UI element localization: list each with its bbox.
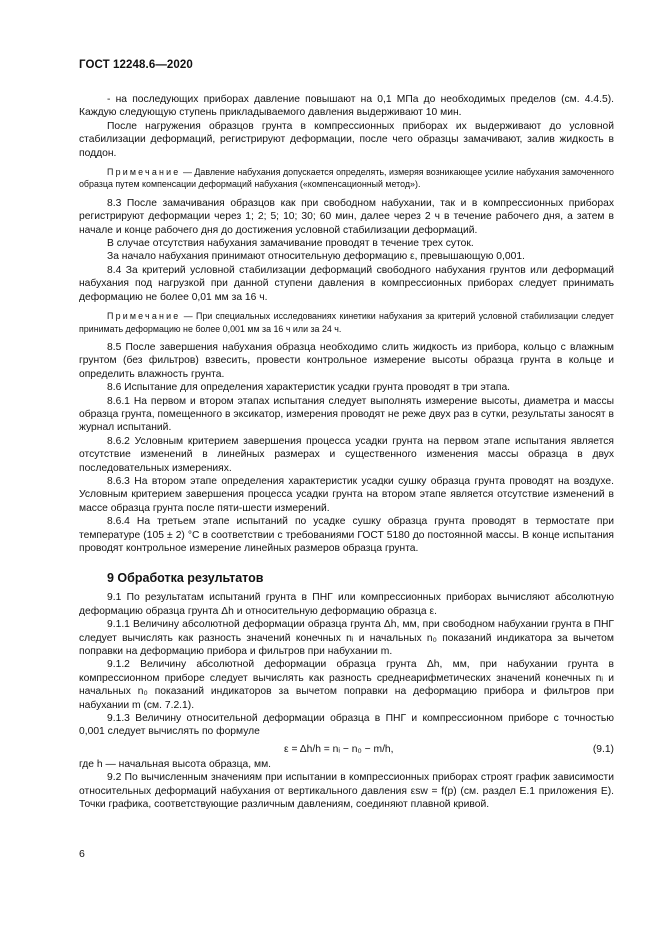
note: [79, 310, 614, 335]
note-label: Примечание: [107, 311, 181, 322]
paragraph: После нагружения образцов грунта в компрессионных приборах их выдерживают до условной стабилизации деформаций, регистрируют деформации, после чего образцы замачивают, залив жидкость в поддон.: [79, 120, 614, 159]
section-heading: 9 Обработка результатов: [107, 571, 264, 586]
note-text: — Давление набухания допускается определять, измеряя возникающее усилие набухания замоченного образца путем компенсации деформаций набухания («компенсационный метод»).: [79, 167, 614, 190]
paragraph: В случае отсутствия набухания замачивание проводят в течение трех суток.: [107, 238, 474, 250]
paragraph: 8.6.3 На втором этапе определения характеристик усадки сушку образца грунта проводят на воздухе. Условным критерием завершения процесса усадки грунта на втором этапе является отсутствие изменений в массе образца грунта после пяти-шести измерений.: [79, 475, 614, 514]
note-text: — При специальных исследованиях кинетики набухания за критерий условной стабилизации следует принимать деформацию не более 0,001 мм за 16 ч или за 24 ч.: [79, 311, 614, 334]
formula-number: (9.1): [592, 743, 614, 755]
paragraph: За начало набухания принимают относительную деформацию ε, превышающую 0,001.: [107, 251, 525, 263]
paragraph: 8.6.2 Условным критерием завершения процесса усадки грунта на первом этапе испытания является отсутствие изменений в линейных размерах и существенного изменения массы образца в двух последовательных измерениях.: [79, 435, 614, 474]
paragraph: 9.1.3 Величину относительной деформации образца в ПНГ и компрессионном приборе с точностью 0,001 следует вычислять по формуле: [79, 713, 614, 738]
paragraph: - на последующих приборах давление повышают на 0,1 МПа до необходимых пределов (см. 4.4.5). Каждую следующую ступень прикладываемого давления выдерживают 10 мин.: [79, 94, 614, 119]
paragraph: 9.2 По вычисленным значениям при испытании в компрессионных приборах строят график зависимости относительных деформаций набухания от вертикального давления εsw = f(p) (см. раздел Е.1 приложения Е). Точки графика, соответствующие различным давлениям, соединяют плавной кривой.: [79, 772, 614, 811]
document-header: ГОСТ 12248.6—2020: [79, 59, 193, 71]
paragraph: 8.3 После замачивания образцов как при свободном набухании, так и в компрессионных приборах регистрируют деформации через 1; 2; 5; 10; 30; 60 мин, далее через 2 ч в течение рабочего дня, а затем в начале и конце рабочего дня до достижения условной стабилизации деформаций.: [79, 197, 614, 236]
note-label: Примечание: [107, 167, 181, 178]
paragraph: 8.6.1 На первом и втором этапах испытания следует выполнять измерение высоты, диаметра и массы образца грунта, помещенного в эксикатор, измерения проводят не реже двух раз в сутки, результаты заносят в журнал испытаний.: [79, 395, 614, 434]
paragraph: 9.1.1 Величину абсолютной деформации образца грунта Δh, мм, при свободном набухании грунта в ПНГ следует вычислять как разность значений конечных nᵢ и начальных n₀ показаний индикатора за вычетом поправки на деформацию прибора и фильтров при набухании m.: [79, 619, 614, 658]
paragraph: 8.4 За критерий условной стабилизации деформаций свободного набухания грунтов или деформаций набухания под нагрузкой при данной ступени давления в компрессионных приборах следует принимать деформацию не более 0,01 мм за 16 ч.: [79, 264, 614, 303]
paragraph: 8.6 Испытание для определения характеристик усадки грунта проводят в три этапа.: [107, 382, 511, 394]
formula: ε = Δh/h = nᵢ − n₀ − m/h,: [284, 743, 394, 755]
paragraph: 8.5 После завершения набухания образца необходимо слить жидкость из прибора, кольцо с влажным грунтом (без фильтров) взвесить, провести контрольное измерение высоты образца грунта в кольце и определить влажность грунта.: [79, 341, 614, 380]
note: [79, 166, 614, 191]
paragraph: 8.6.4 На третьем этапе испытаний по усадке сушку образца грунта проводят в термостате при температуре (105 ± 2) °С в соответствии с требованиями ГОСТ 5180 до постоянной массы. В конце испытания проводят контрольное измерение линейных размеров образца грунта.: [79, 516, 614, 554]
paragraph: 9.1.2 Величину абсолютной деформации образца грунта Δh, мм, при набухании грунта в компрессионном приборе следует вычислять как разность среднеарифметических значений конечных nᵢ и начальных n₀ показаний индикаторов за вычетом поправки на деформацию прибора и фильтров при набухании m (см. 7.2.1).: [79, 659, 614, 711]
paragraph: 9.1 По результатам испытаний грунта в ПНГ или компрессионных приборах вычисляют абсолютную деформацию образца грунта Δh и относительную деформацию образца ε.: [79, 592, 614, 617]
formula-row: [79, 742, 614, 758]
page-number: 6: [79, 848, 85, 860]
where-text: где h — начальная высота образца, мм.: [79, 758, 272, 770]
document-body: [79, 93, 614, 812]
